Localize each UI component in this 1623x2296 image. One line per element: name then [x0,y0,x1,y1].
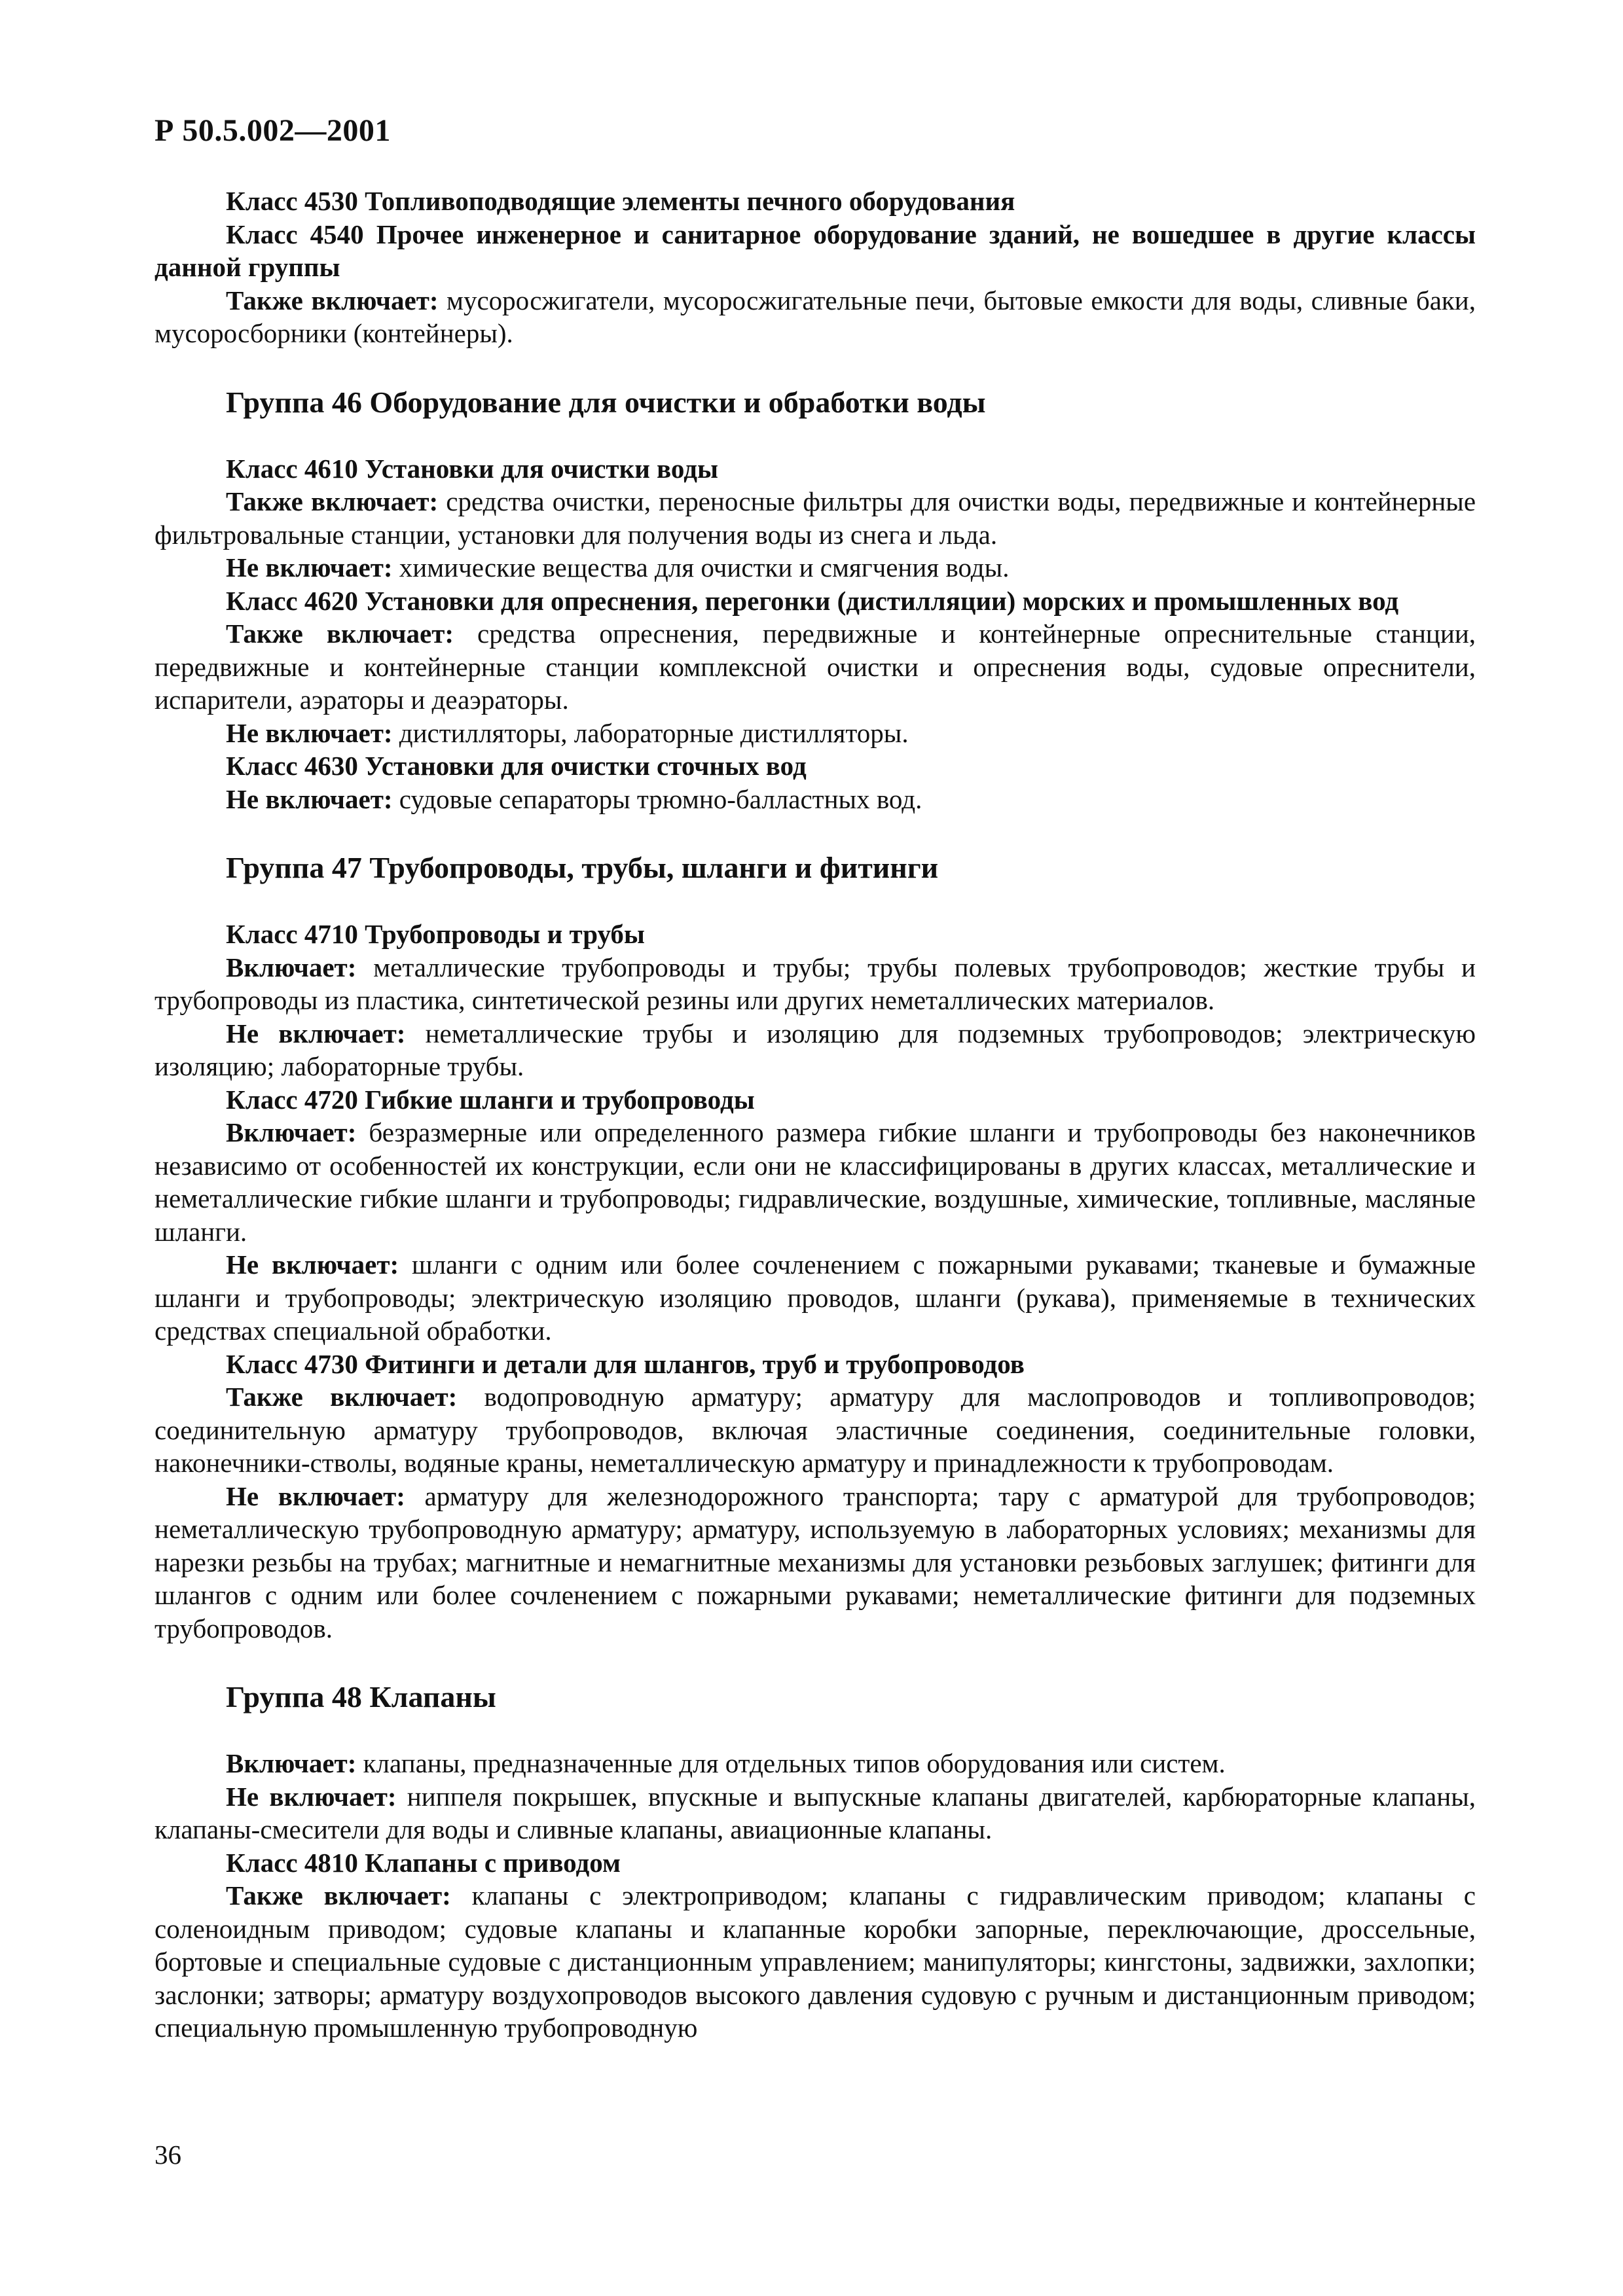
excludes-label: Не включает: [226,1480,405,1511]
excludes-label: Не включает: [226,783,393,814]
document-code: Р 50.5.002—2001 [155,113,391,148]
also-includes-label: Также включает: [226,486,439,516]
excludes-text: судовые сепараторы трюмно-балластных вод. [392,783,922,814]
class-4610-also-includes [155,485,1476,551]
class-4720-excludes [155,1248,1476,1348]
class-4540-heading: Класс 4540 Прочее инженерное и санитарное оборудование зданий, не вошедшее в другие классы данной группы [155,219,1476,282]
also-includes-text: мусоросжигатели, мусоросжигательные печи, бытовые емкости для воды, сливные баки, мусоросборники (контейнеры). [155,285,1476,348]
excludes-text: химические вещества для очистки и смягчения воды. [392,552,1010,583]
excludes-label: Не включает: [226,1249,399,1280]
class-4730-excludes [155,1480,1476,1645]
group-47-title: Группа 47 Трубопроводы, трубы, шланги и фитинги [226,851,939,884]
group-48-title: Группа 48 Клапаны [226,1680,496,1713]
also-includes-text: клапаны с электроприводом; клапаны с гидравлическим приводом; клапаны с соленоидным приводом; судовые клапаны и клапанные коробки запорные, переключающие, дроссельные, бортовые и специальные судовые с дистанционным управлением; манипуляторы; кингстоны, задвижки, захлопки; заслонки; затворы; арматуру воздухопроводов высокого давления судовую с ручным и дистанционным приводом; специальную промышленную трубопроводную [155,1880,1476,2043]
includes-label: Включает: [226,1748,357,1778]
excludes-text: шланги с одним или более сочленением с пожарными рукавами; тканевые и бумажные шланги и трубопроводы; электрическую изоляцию проводов, шланги (рукава), применяемые в технических средствах специальной обработки. [155,1249,1476,1346]
group-48-excludes [155,1780,1476,1846]
class-4630-heading: Класс 4630 Установки для очистки сточных вод [226,751,807,781]
class-4620-heading: Класс 4620 Установки для опреснения, перегонки (дистилляции) морских и промышленных вод [226,585,1399,616]
class-4530-heading: Класс 4530 Топливоподводящие элементы печного оборудования [226,186,1015,216]
includes-text: клапаны, предназначенные для отдельных типов оборудования или систем. [356,1748,1226,1778]
class-4810-heading: Класс 4810 Клапаны с приводом [226,1847,621,1878]
includes-text: безразмерные или определенного размера гибкие шланги и трубопроводы без наконечников независимо от особенностей их конструкции, если они не классифицированы в других классах, металлические и неметаллические гибкие шланги и трубопроводы; гидравлические, воздушные, химические, топливные, масляные шланги. [155,1117,1476,1247]
also-includes-label: Также включает: [226,1880,451,1910]
class-4610-heading: Класс 4610 Установки для очистки воды [226,453,718,484]
class-4720-includes [155,1116,1476,1248]
page-number: 36 [155,2140,181,2170]
excludes-label: Не включает: [226,717,393,748]
excludes-text: арматуру для железнодорожного транспорта; тару с арматурой для трубопроводов; неметаллическую трубопроводную арматуру; арматуру, используемую в лабораторных условиях; механизмы для нарезки резьбы на трубах; магнитные и немагнитные механизмы для установки резьбовых заглушек; фитинги для шлангов с одним или более сочленением с пожарными рукавами; неметаллические фитинги для подземных трубопроводов. [155,1480,1476,1643]
includes-label: Включает: [226,1117,357,1147]
class-4540-also-includes [155,284,1476,350]
excludes-text: неметаллические трубы и изоляцию для подземных трубопроводов; электрическую изоляцию; лабораторные трубы. [155,1018,1476,1081]
includes-text: металлические трубопроводы и трубы; трубы полевых трубопроводов; жесткие трубы и трубопроводы из пластика, синтетической резины или других неметаллических материалов. [155,952,1476,1015]
also-includes-text: средства очистки, переносные фильтры для очистки воды, передвижные и контейнерные фильтровальные станции, установки для получения воды из снега и льда. [155,486,1476,550]
group-46-title: Группа 46 Оборудование для очистки и обработки воды [226,385,986,419]
class-4810-also-includes [155,1879,1476,2045]
excludes-label: Не включает: [226,1018,406,1049]
class-4610-excludes [155,551,1476,584]
class-4720-heading: Класс 4720 Гибкие шланги и трубопроводы [226,1084,755,1115]
excludes-label: Не включает: [226,1781,397,1812]
class-4630-excludes [155,783,1476,816]
also-includes-label: Также включает: [226,1382,458,1412]
also-includes-text: средства опреснения, передвижные и контейнерные опреснительные станции, передвижные и контейнерные станции комплексной очистки и опреснения воды, судовые опреснители, испарители, аэраторы и деаэраторы. [155,619,1476,715]
also-includes-label: Также включает: [226,619,454,649]
class-4710-includes [155,951,1476,1017]
class-4730-heading: Класс 4730 Фитинги и детали для шлангов, труб и трубопроводов [226,1348,1025,1379]
group-48-includes [155,1747,1476,1780]
class-4620-also-includes [155,617,1476,717]
excludes-text: ниппеля покрышек, впускные и выпускные клапаны двигателей, карбюраторные клапаны, клапаны-смесители для воды и сливные клапаны, авиационные клапаны. [155,1781,1476,1844]
class-4730-also-includes [155,1380,1476,1480]
also-includes-label: Также включает: [226,285,439,315]
excludes-text: дистилляторы, лабораторные дистилляторы. [392,717,909,748]
includes-label: Включает: [226,952,357,982]
excludes-label: Не включает: [226,552,393,583]
also-includes-text: водопроводную арматуру; арматуру для маслопроводов и топливопроводов; соединительную арматуру трубопроводов, включая эластичные соединения, соединительные головки, наконечники-стволы, водяные краны, неметаллическую арматуру и принадлежности к трубопроводам. [155,1382,1476,1478]
page-content [155,185,1476,2045]
class-4620-excludes [155,717,1476,750]
class-4710-excludes [155,1017,1476,1083]
class-4710-heading: Класс 4710 Трубопроводы и трубы [226,919,645,949]
